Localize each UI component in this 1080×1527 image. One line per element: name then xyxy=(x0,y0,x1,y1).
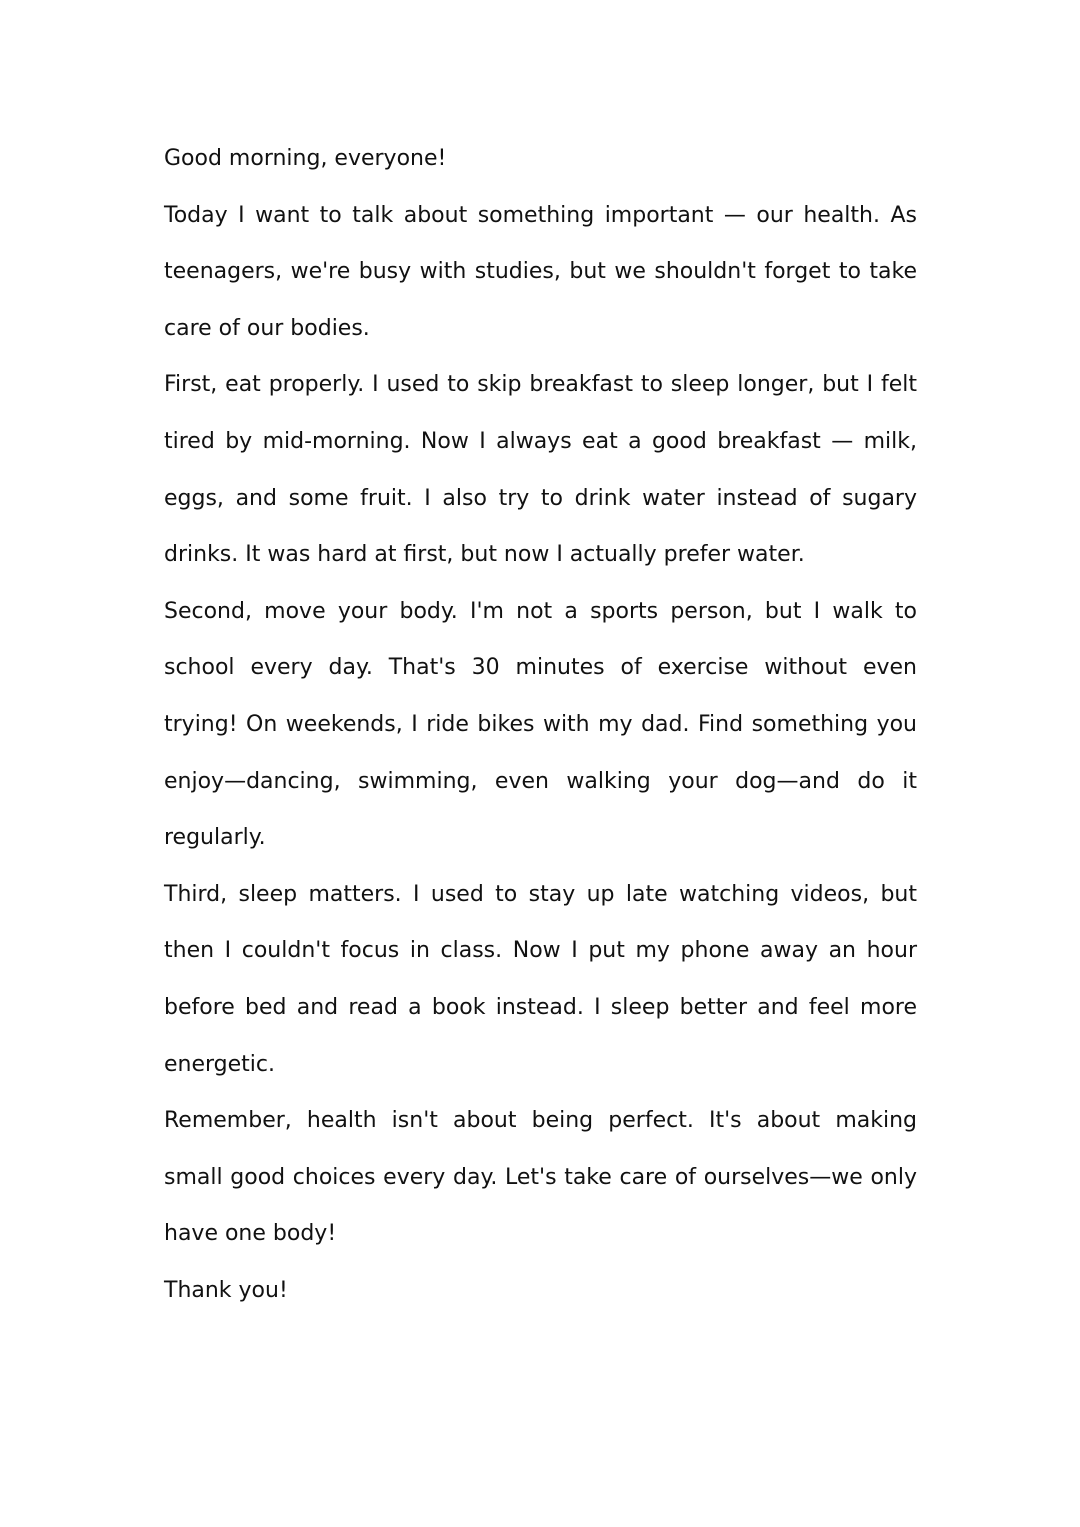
paragraph-intro: Today I want to talk about something important — our health. As teenagers, we're busy with studies, but we shouldn't forget to take care of our bodies. xyxy=(164,202,917,341)
paragraph-eating: First, eat properly. I used to skip breakfast to sleep longer, but I felt tired by mid-morning. Now I always eat a good breakfast — milk, eggs, and some fruit. I also try to drink water instead of sugary drinks. It was hard at first, but now I actually prefer water. xyxy=(164,372,917,568)
paragraph-conclusion: Remember, health isn't about being perfect. It's about making small good choices every day. Let's take care of ourselves—we only have one body! xyxy=(164,1108,917,1247)
paragraph-exercise: Second, move your body. I'm not a sports person, but I walk to school every day. That's 30 minutes of exercise without even trying! On weekends, I ride bikes with my dad. Find something you enjoy—dancing, swimming, even walking your dog—and do it regularly. xyxy=(164,598,917,851)
speech-text xyxy=(164,131,917,1319)
greeting-line: Good morning, everyone! xyxy=(164,146,447,171)
closing-line: Thank you! xyxy=(164,1277,288,1303)
paragraph-sleep: Third, sleep matters. I used to stay up late watching videos, but then I couldn't focus in class. Now I put my phone away an hour before bed and read a book instead. I sleep better and feel more energetic. xyxy=(164,881,917,1077)
